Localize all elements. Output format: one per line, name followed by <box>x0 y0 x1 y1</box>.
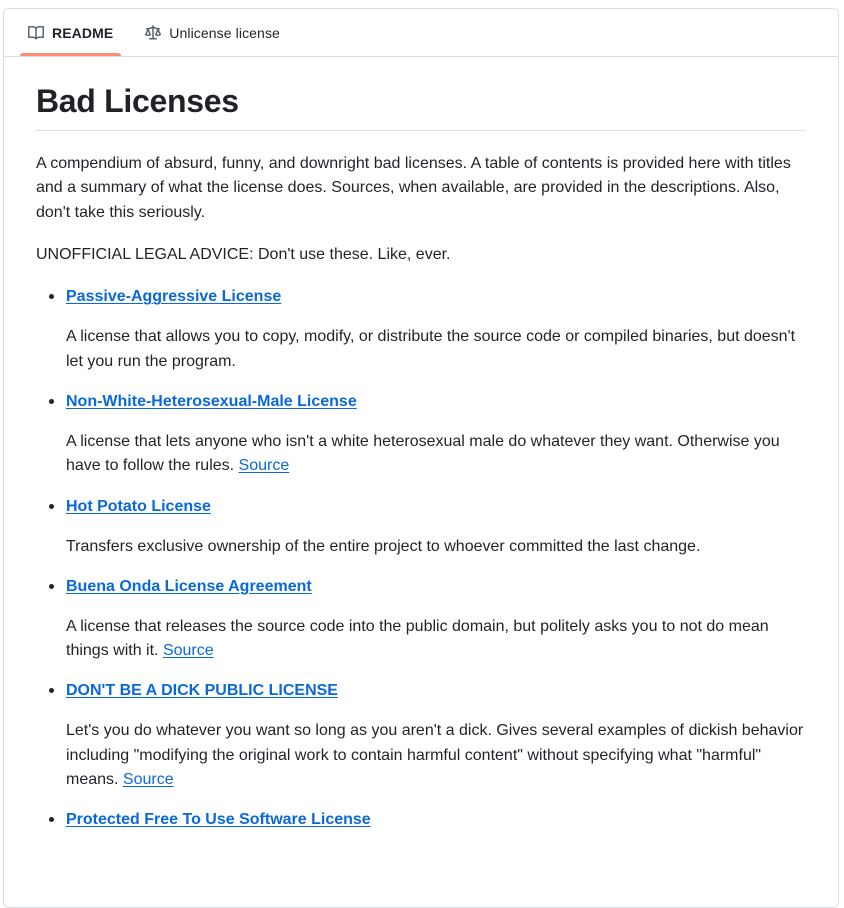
license-link-buena-onda[interactable]: Buena Onda License Agreement <box>66 577 312 595</box>
book-icon <box>28 25 44 41</box>
repo-file-tabs <box>4 9 838 57</box>
license-description-text: A license that lets anyone who isn't a white heterosexual male do whatever they want. Otherwise you have to follow the rules. <box>66 432 780 475</box>
license-description-text: A license that releases the source code into the public domain, but politely asks you to not do mean things with it. <box>66 617 769 660</box>
license-description <box>66 325 806 374</box>
license-link-hot-potato[interactable]: Hot Potato License <box>66 497 211 515</box>
list-item <box>66 285 806 374</box>
list-item <box>66 390 806 479</box>
legal-advice-paragraph: UNOFFICIAL LEGAL ADVICE: Don't use these. Like, ever. <box>36 245 451 263</box>
source-link[interactable]: Source <box>162 642 214 660</box>
tab-readme[interactable] <box>12 9 129 56</box>
list-item <box>66 495 806 559</box>
license-description-text: A license that allows you to copy, modify, or distribute the source code or compiled binaries, but doesn't let you run the program. <box>66 328 796 370</box>
license-link-passive-aggressive[interactable]: Passive-Aggressive License <box>66 288 282 306</box>
tab-unlicense-license-label: Unlicense license <box>169 24 280 41</box>
license-description-text: Transfers exclusive ownership of the entire project to whoever committed the last change. <box>66 537 701 555</box>
tab-readme-label: README <box>52 24 114 41</box>
page-title: Bad Licenses <box>36 81 806 131</box>
list-item <box>66 575 806 664</box>
license-link-protected-free-to-use[interactable]: Protected Free To Use Software License <box>66 811 371 829</box>
list-item <box>66 808 806 832</box>
license-description-text: Let's you do whatever you want so long as you aren't a dick. Gives several examples of dickish behavior including "modifying the original work to contain harmful content" without specifying what "harmful" means. <box>66 722 804 789</box>
license-description <box>66 615 806 664</box>
readme-content <box>4 57 838 832</box>
license-list <box>36 285 806 832</box>
license-link-non-white-heterosexual-male[interactable]: Non-White-Heterosexual-Male License <box>66 392 357 410</box>
license-link-dont-be-a-dick[interactable]: DON'T BE A DICK PUBLIC LICENSE <box>66 682 338 700</box>
license-description <box>66 535 806 559</box>
source-link[interactable]: Source <box>238 457 290 475</box>
license-description <box>66 719 806 792</box>
law-scales-icon <box>145 25 161 41</box>
intro-paragraph: A compendium of absurd, funny, and downright bad licenses. A table of contents is provided here with titles and a summary of what the license does. Sources, when available, are provided in the descriptions. Also, don't take this seriously. <box>36 155 791 221</box>
readme-panel <box>3 8 839 908</box>
tab-unlicense-license[interactable] <box>129 9 296 56</box>
list-item <box>66 679 806 792</box>
license-description <box>66 430 806 479</box>
source-link[interactable]: Source <box>122 771 174 789</box>
active-tab-indicator <box>20 53 121 56</box>
